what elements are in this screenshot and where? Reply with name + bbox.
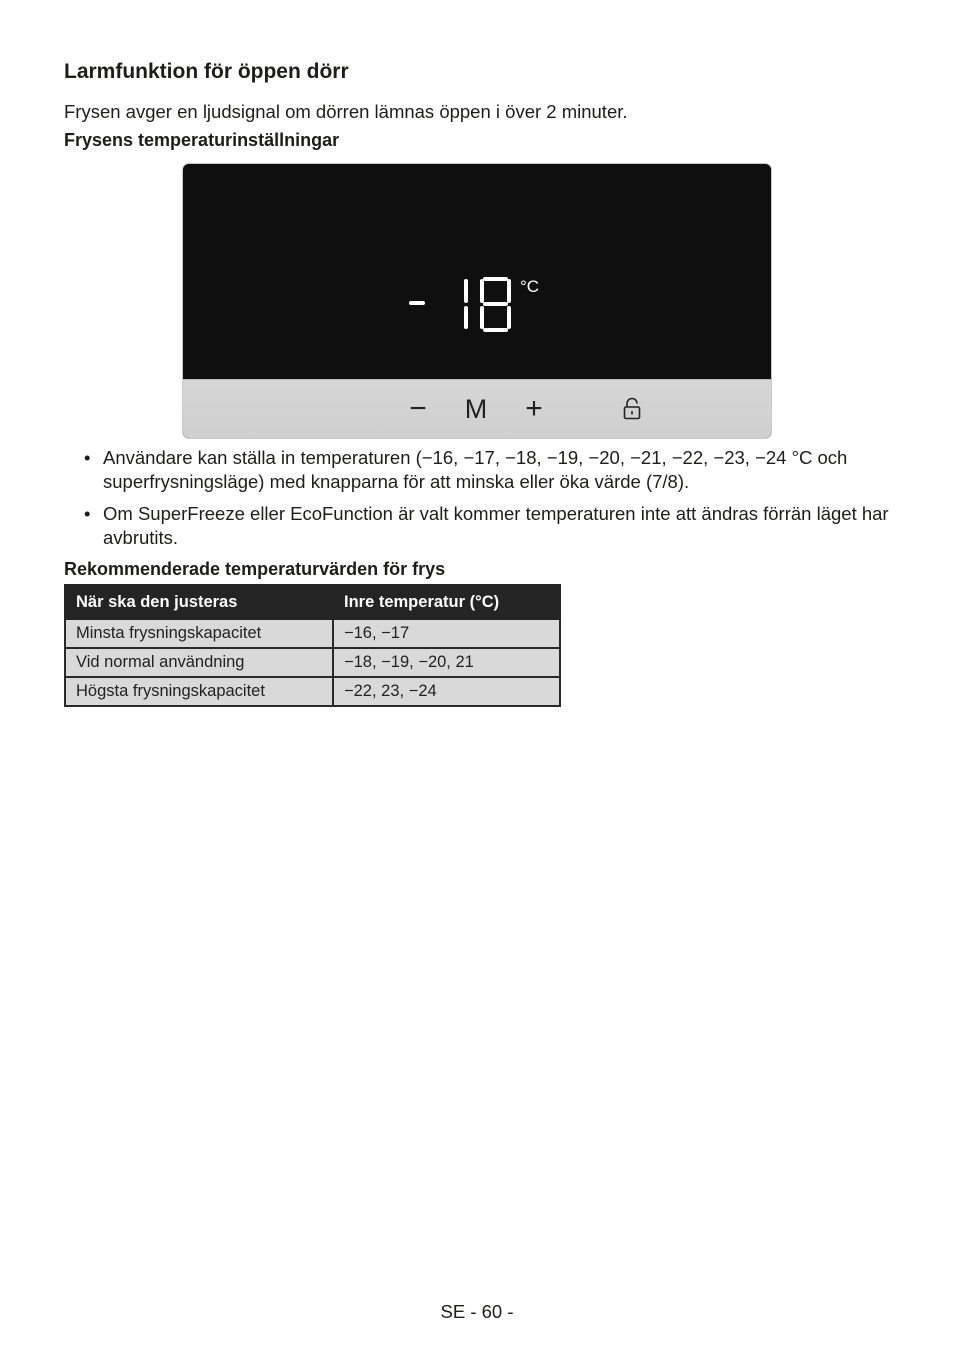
list-item (84, 446, 904, 494)
table-cell: −18, −19, −20, 21 (333, 648, 560, 677)
bullet-dot: • (84, 447, 91, 468)
table-row (65, 619, 560, 648)
alarm-heading: Larmfunktion för öppen dörr (64, 60, 349, 83)
alarm-description: Frysen avger en ljudsignal om dörren lämnas öppen i över 2 minuter. (64, 101, 628, 122)
table-cell: Minsta frysningskapacitet (65, 619, 333, 648)
unlock-icon[interactable] (619, 390, 645, 428)
display-unit: °C (520, 277, 540, 296)
list-item-text: Om SuperFreeze eller EcoFunction är valt kommer temperaturen inte att ändras förrän läget har avbrutits. (103, 503, 889, 548)
instruction-list (84, 446, 904, 558)
seven-segment-readout (183, 164, 771, 379)
control-panel-illustration (183, 164, 771, 438)
temperature-display (183, 164, 771, 379)
table-row (65, 648, 560, 677)
table-header: När ska den justeras (65, 585, 333, 619)
table-cell: −22, 23, −24 (333, 677, 560, 706)
lock-graphic (622, 397, 642, 421)
table-header: Inre temperatur (°C) (333, 585, 560, 619)
mode-button[interactable]: M (464, 393, 488, 424)
page-number: SE - 60 - (440, 1301, 514, 1322)
table-cell: −16, −17 (333, 619, 560, 648)
table-header-row (65, 585, 560, 619)
settings-heading: Frysens temperaturinställningar (64, 130, 340, 150)
bullet-dot: • (84, 503, 91, 524)
increase-button[interactable]: + (525, 392, 543, 425)
table-cell: Högsta frysningskapacitet (65, 677, 333, 706)
list-item (84, 502, 904, 550)
temperature-table (64, 584, 561, 707)
table-cell: Vid normal användning (65, 648, 333, 677)
decrease-button[interactable]: − (409, 392, 427, 425)
table-row (65, 677, 560, 706)
recommended-heading: Rekommenderade temperaturvärden för frys (64, 559, 446, 579)
list-item-text: Användare kan ställa in temperaturen (−16, −17, −18, −19, −20, −21, −22, −23, −24 °C och superfrysningsläge) med knapparna för att minska eller öka värde (7/8). (103, 447, 848, 492)
